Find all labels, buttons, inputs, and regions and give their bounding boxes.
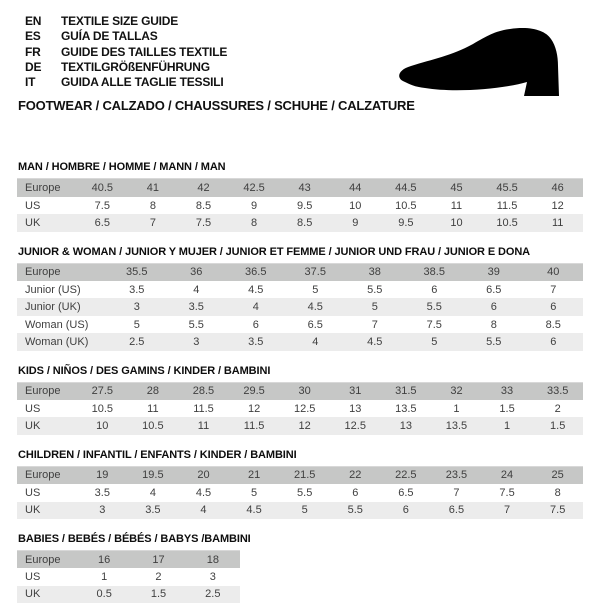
- table-row: [17, 333, 583, 350]
- size-cell: 10.5: [395, 199, 417, 212]
- size-cell: 19: [96, 469, 109, 482]
- table-row: [17, 568, 240, 585]
- size-cell: 1.5: [150, 588, 167, 601]
- size-cell: 31: [349, 385, 362, 398]
- size-cell: 1: [101, 571, 108, 584]
- size-cell: 8: [149, 199, 156, 212]
- table-row: [17, 316, 583, 333]
- size-cell: 11: [450, 199, 463, 212]
- size-cell: 5: [371, 301, 378, 314]
- table-section-junior-woman: [17, 246, 600, 351]
- size-cell: 10: [349, 199, 362, 212]
- row-label: Europe: [25, 266, 61, 279]
- size-cell: 25: [551, 469, 564, 482]
- size-cell: 5.5: [486, 335, 502, 348]
- table-section-man: [17, 161, 600, 231]
- size-cell: 1: [503, 420, 511, 433]
- row-label: US: [25, 486, 41, 499]
- size-cell: 31.5: [395, 385, 417, 398]
- size-cell: 45: [450, 182, 463, 195]
- table-section-kids: [17, 365, 600, 435]
- size-cell: 3: [133, 301, 140, 314]
- size-cell: 18: [206, 553, 219, 566]
- size-cell: 19.5: [142, 469, 164, 482]
- table-title: BABIES / BEBÉS / BÉBÉS / BABYS /BAMBINI: [18, 532, 251, 545]
- size-cell: 2.5: [205, 588, 221, 601]
- size-cell: 5.5: [188, 318, 204, 331]
- language-code: ES: [25, 29, 41, 44]
- size-cell: 3: [193, 335, 200, 348]
- row-label: Junior (UK): [25, 301, 81, 314]
- size-cell: 13.5: [445, 420, 468, 433]
- size-cell: 9: [251, 199, 258, 212]
- size-cell: 4.5: [195, 486, 212, 499]
- table-row: [17, 281, 583, 298]
- size-cell: 6.5: [448, 504, 465, 517]
- size-table-kids: [17, 382, 583, 435]
- table-row: [17, 179, 583, 197]
- table-row: [17, 263, 583, 281]
- size-cell: 8: [490, 318, 497, 331]
- table-row: [17, 197, 583, 214]
- size-cell: 13: [349, 402, 362, 415]
- size-cell: 6.5: [94, 216, 110, 229]
- size-cell: 8: [554, 486, 561, 499]
- size-cell: 12: [298, 420, 311, 433]
- size-cell: 4: [200, 504, 207, 517]
- size-cell: 4: [312, 335, 319, 348]
- size-cell: 13: [399, 420, 412, 433]
- size-cell: 37.5: [304, 266, 326, 279]
- size-cell: 10: [96, 420, 109, 433]
- size-cell: 12.5: [293, 402, 316, 415]
- size-cell: 16: [98, 553, 111, 566]
- size-cell: 40: [547, 266, 560, 279]
- size-cell: 27.5: [91, 385, 113, 398]
- size-cell: 5: [312, 283, 319, 296]
- row-label: Woman (US): [25, 318, 89, 331]
- size-cell: 28.5: [192, 385, 215, 398]
- size-cell: 8.5: [297, 216, 313, 229]
- size-cell: 3: [99, 504, 106, 517]
- language-label: TEXTILGRÖßENFÜHRUNG: [61, 59, 210, 74]
- size-cell: 5.5: [367, 283, 383, 296]
- language-label: GUIDA ALLE TAGLIE TESSILI: [61, 75, 224, 90]
- size-cell: 5: [301, 504, 308, 517]
- size-cell: 1.5: [499, 402, 515, 415]
- language-code: FR: [25, 44, 41, 59]
- size-cell: 6: [550, 335, 557, 348]
- table-row: [17, 550, 240, 568]
- size-cell: 3.5: [94, 486, 110, 499]
- size-table-children: [17, 466, 583, 519]
- size-cell: 3.5: [188, 301, 204, 314]
- size-cell: 13.5: [395, 402, 417, 415]
- language-code: EN: [25, 14, 42, 28]
- table-row: [17, 214, 583, 231]
- size-cell: 8.5: [195, 199, 212, 212]
- size-table-junior-woman: [17, 263, 583, 351]
- size-cell: 44: [349, 182, 362, 195]
- size-cell: 6.5: [486, 283, 502, 296]
- table-title: JUNIOR & WOMAN / JUNIOR Y MUJER / JUNIOR ET FEMME / JUNIOR UND FRAU / JUNIOR E DONA: [18, 245, 531, 258]
- size-cell: 43: [298, 182, 311, 195]
- size-cell: 6: [252, 318, 259, 331]
- table-row: [17, 382, 583, 400]
- size-cell: 11: [197, 420, 210, 433]
- size-cell: 2: [155, 571, 162, 584]
- size-cell: 7.5: [94, 199, 110, 212]
- table-title: KIDS / NIÑOS / DES GAMINS / KINDER / BAMBINI: [18, 364, 271, 377]
- table-section-babies: [17, 533, 600, 603]
- size-cell: 45.5: [496, 182, 518, 195]
- size-cell: 36.5: [245, 266, 267, 279]
- size-cell: 24: [500, 469, 514, 482]
- size-cell: 3.5: [248, 335, 264, 348]
- row-label: Woman (UK): [25, 335, 89, 348]
- size-cell: 46: [551, 182, 564, 195]
- size-cell: 7: [550, 283, 557, 296]
- size-cell: 9: [352, 216, 359, 229]
- size-cell: 6: [352, 486, 359, 499]
- size-cell: 39: [487, 266, 500, 279]
- size-cell: 6: [431, 283, 438, 296]
- language-label: TEXTILE SIZE GUIDE: [61, 14, 179, 28]
- size-cell: 32: [450, 385, 463, 398]
- size-cell: 21.5: [293, 469, 316, 482]
- size-tables: [17, 161, 600, 603]
- size-cell: 5: [251, 486, 258, 499]
- size-cell: 5: [133, 318, 140, 331]
- size-cell: 7.5: [426, 318, 442, 331]
- size-cell: 22.5: [395, 469, 417, 482]
- language-code: IT: [25, 75, 36, 90]
- size-cell: 29.5: [243, 385, 265, 398]
- size-cell: 33: [500, 385, 514, 398]
- size-table-man: [17, 178, 583, 231]
- size-cell: 42: [197, 182, 210, 195]
- size-cell: 44.5: [395, 182, 417, 195]
- size-cell: 9.5: [297, 199, 313, 212]
- size-cell: 36: [190, 266, 203, 279]
- size-cell: 3.5: [129, 283, 145, 296]
- table-row: [17, 484, 583, 501]
- size-cell: 10.5: [142, 420, 164, 433]
- size-cell: 4: [149, 486, 156, 499]
- table-row: [17, 502, 583, 519]
- row-label: Junior (US): [25, 283, 81, 296]
- row-label: Europe: [25, 469, 61, 482]
- size-cell: 4.5: [367, 335, 383, 348]
- size-cell: 11.5: [193, 402, 214, 415]
- size-cell: 1: [453, 402, 460, 415]
- size-cell: 38: [368, 266, 381, 279]
- size-cell: 23.5: [445, 469, 468, 482]
- size-cell: 42.5: [243, 182, 265, 195]
- size-cell: 4: [252, 301, 259, 314]
- size-cell: 7: [453, 486, 460, 499]
- size-cell: 4.5: [246, 504, 262, 517]
- size-cell: 10: [450, 216, 463, 229]
- size-cell: 9.5: [398, 216, 414, 229]
- dress-shoe-icon: [393, 26, 593, 102]
- size-cell: 11: [147, 402, 159, 415]
- size-cell: 7: [503, 504, 511, 517]
- size-cell: 8.5: [545, 318, 561, 331]
- size-cell: 21: [247, 469, 261, 482]
- size-cell: 7.5: [499, 486, 515, 499]
- size-cell: 11: [551, 216, 564, 229]
- table-section-children: [17, 449, 600, 519]
- size-cell: 38.5: [423, 266, 445, 279]
- language-label: GUIDE DES TAILLES TEXTILE: [61, 44, 228, 59]
- row-label: UK: [25, 420, 41, 433]
- language-label: GUÍA DE TALLAS: [61, 29, 158, 44]
- row-label: US: [25, 199, 41, 212]
- size-cell: 7: [371, 318, 378, 331]
- table-title: MAN / HOMBRE / HOMME / MANN / MAN: [18, 161, 226, 174]
- table-row: [17, 586, 240, 603]
- table-row: [17, 400, 583, 417]
- size-cell: 41: [146, 182, 160, 195]
- size-cell: 33.5: [546, 385, 569, 398]
- size-cell: 10.5: [496, 216, 518, 229]
- size-cell: 4.5: [307, 301, 323, 314]
- size-cell: 5.5: [426, 301, 442, 314]
- size-cell: 12: [551, 199, 564, 212]
- size-cell: 17: [152, 553, 165, 566]
- size-cell: 20: [197, 469, 210, 482]
- size-cell: 4: [193, 283, 200, 296]
- table-row: [17, 466, 583, 484]
- size-cell: 5.5: [347, 504, 363, 517]
- size-cell: 8: [251, 216, 258, 229]
- size-cell: 10.5: [91, 402, 113, 415]
- size-cell: 28: [146, 385, 160, 398]
- row-label: US: [25, 402, 41, 415]
- size-cell: 22: [349, 469, 362, 482]
- size-cell: 11.5: [243, 420, 265, 433]
- row-label: UK: [25, 504, 41, 517]
- size-cell: 6: [550, 301, 557, 314]
- size-cell: 7: [149, 216, 156, 229]
- size-cell: 2: [554, 402, 561, 415]
- row-label: UK: [25, 588, 41, 601]
- table-row: [17, 298, 583, 315]
- table-row: [17, 417, 583, 434]
- size-cell: 7.5: [195, 216, 212, 229]
- size-cell: 40.5: [91, 182, 113, 195]
- size-cell: 6: [402, 504, 409, 517]
- category-title: FOOTWEAR / CALZADO / CHAUSSURES / SCHUHE / CALZATURE: [18, 98, 415, 114]
- size-cell: 12: [247, 402, 261, 415]
- size-cell: 3: [209, 571, 216, 584]
- size-cell: 30: [298, 385, 311, 398]
- size-cell: 2.5: [129, 335, 145, 348]
- row-label: Europe: [25, 553, 61, 566]
- size-cell: 3.5: [145, 504, 161, 517]
- language-code: DE: [25, 59, 42, 74]
- row-label: UK: [25, 216, 41, 229]
- row-label: Europe: [25, 385, 61, 398]
- size-cell: 5.5: [297, 486, 313, 499]
- size-cell: 0.5: [96, 588, 112, 601]
- size-cell: 6.5: [307, 318, 323, 331]
- size-cell: 6.5: [398, 486, 414, 499]
- size-cell: 11.5: [496, 199, 518, 212]
- size-cell: 12.5: [344, 420, 366, 433]
- table-title: CHILDREN / INFANTIL / ENFANTS / KINDER / BAMBINI: [18, 448, 297, 461]
- size-cell: 6: [490, 301, 497, 314]
- size-cell: 7.5: [550, 504, 566, 517]
- size-cell: 5: [431, 335, 438, 348]
- size-cell: 1.5: [550, 420, 566, 433]
- row-label: Europe: [25, 182, 61, 195]
- size-cell: 4.5: [248, 283, 264, 296]
- row-label: US: [25, 571, 41, 584]
- size-cell: 35.5: [126, 266, 148, 279]
- size-table-babies: [17, 550, 240, 603]
